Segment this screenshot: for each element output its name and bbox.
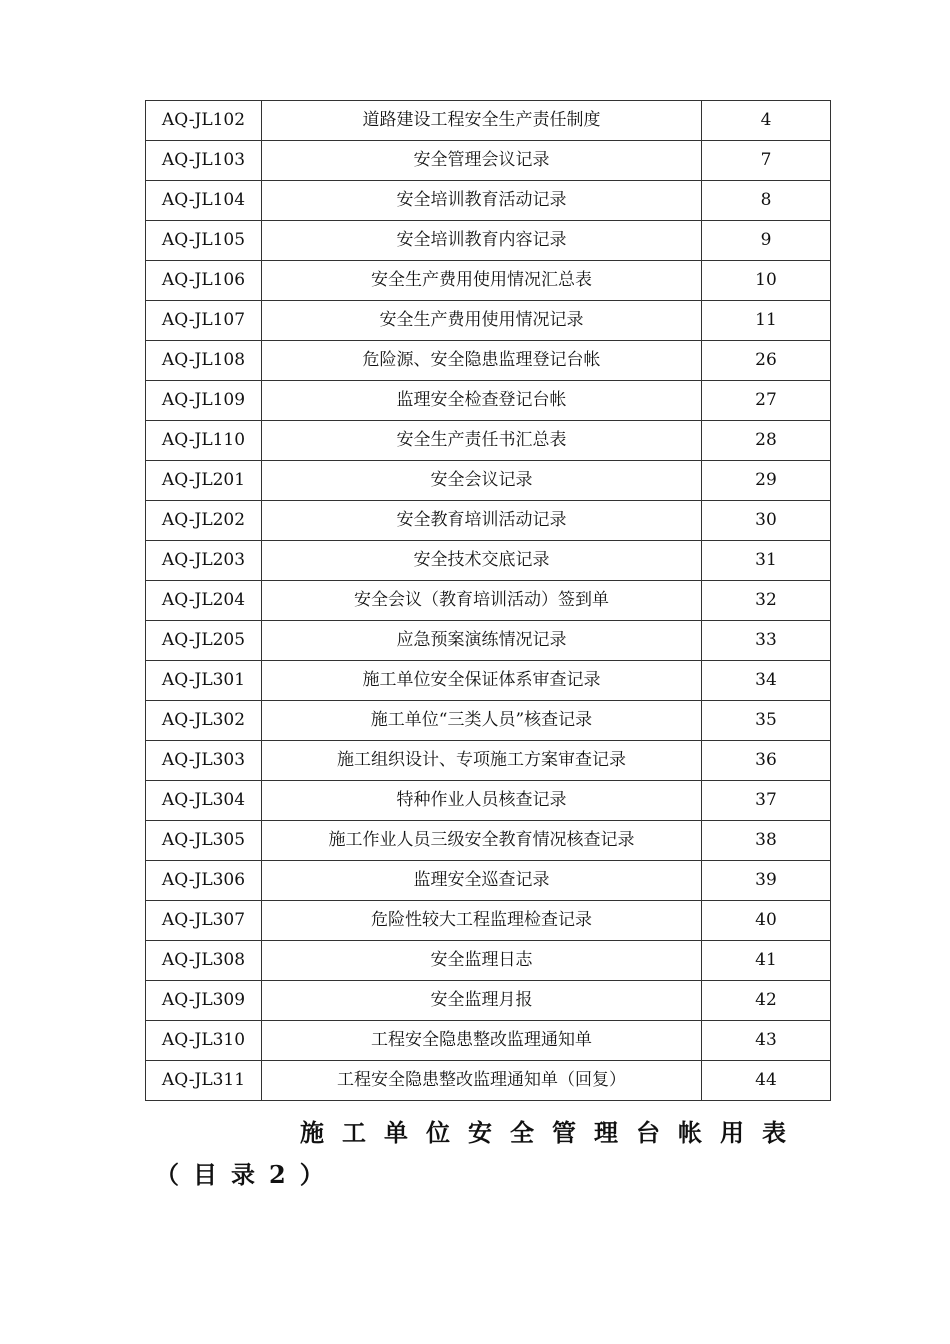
table-row bbox=[146, 941, 831, 981]
record-title-cell: 安全培训教育活动记录 bbox=[262, 181, 702, 221]
page-number-cell: 44 bbox=[702, 1061, 831, 1101]
record-code-cell: AQ-JL201 bbox=[146, 461, 262, 501]
table-row bbox=[146, 861, 831, 901]
table-row bbox=[146, 381, 831, 421]
table-row bbox=[146, 501, 831, 541]
record-code-cell: AQ-JL306 bbox=[146, 861, 262, 901]
page-number-cell: 43 bbox=[702, 1021, 831, 1061]
record-code-cell: AQ-JL104 bbox=[146, 181, 262, 221]
record-title-cell: 工程安全隐患整改监理通知单（回复） bbox=[262, 1061, 702, 1101]
record-code-cell: AQ-JL109 bbox=[146, 381, 262, 421]
record-code-cell: AQ-JL203 bbox=[146, 541, 262, 581]
record-title-cell: 施工单位“三类人员”核查记录 bbox=[262, 701, 702, 741]
table-row bbox=[146, 461, 831, 501]
page-number-cell: 11 bbox=[702, 301, 831, 341]
page-number-cell: 10 bbox=[702, 261, 831, 301]
record-title-cell: 安全教育培训活动记录 bbox=[262, 501, 702, 541]
record-title-cell: 施工作业人员三级安全教育情况核查记录 bbox=[262, 821, 702, 861]
record-code-cell: AQ-JL301 bbox=[146, 661, 262, 701]
page-number-cell: 7 bbox=[702, 141, 831, 181]
record-title-cell: 危险源、安全隐患监理登记台帐 bbox=[262, 341, 702, 381]
page-number-cell: 9 bbox=[702, 221, 831, 261]
record-title-cell: 安全管理会议记录 bbox=[262, 141, 702, 181]
table-row bbox=[146, 1021, 831, 1061]
record-code-cell: AQ-JL204 bbox=[146, 581, 262, 621]
record-title-cell: 安全生产费用使用情况汇总表 bbox=[262, 261, 702, 301]
section-subheading: （目录2） bbox=[155, 1160, 338, 1189]
table-row bbox=[146, 901, 831, 941]
record-code-cell: AQ-JL105 bbox=[146, 221, 262, 261]
record-code-cell: AQ-JL103 bbox=[146, 141, 262, 181]
record-code-cell: AQ-JL302 bbox=[146, 701, 262, 741]
page-number-cell: 35 bbox=[702, 701, 831, 741]
table-row bbox=[146, 701, 831, 741]
page-number-cell: 27 bbox=[702, 381, 831, 421]
record-title-cell: 安全培训教育内容记录 bbox=[262, 221, 702, 261]
record-code-cell: AQ-JL202 bbox=[146, 501, 262, 541]
record-code-cell: AQ-JL110 bbox=[146, 421, 262, 461]
table-row bbox=[146, 101, 831, 141]
section-heading: 施工单位安全管理台帐用表 bbox=[300, 1118, 804, 1147]
toc-table bbox=[145, 100, 831, 1101]
record-code-cell: AQ-JL307 bbox=[146, 901, 262, 941]
record-title-cell: 监理安全巡查记录 bbox=[262, 861, 702, 901]
page-number-cell: 39 bbox=[702, 861, 831, 901]
table-row bbox=[146, 421, 831, 461]
page-number-cell: 26 bbox=[702, 341, 831, 381]
page-number-cell: 38 bbox=[702, 821, 831, 861]
table-row bbox=[146, 301, 831, 341]
record-title-cell: 安全会议记录 bbox=[262, 461, 702, 501]
record-code-cell: AQ-JL304 bbox=[146, 781, 262, 821]
page-number-cell: 36 bbox=[702, 741, 831, 781]
page-number-cell: 42 bbox=[702, 981, 831, 1021]
record-title-cell: 安全会议（教育培训活动）签到单 bbox=[262, 581, 702, 621]
table-row bbox=[146, 221, 831, 261]
record-code-cell: AQ-JL303 bbox=[146, 741, 262, 781]
table-row bbox=[146, 981, 831, 1021]
page-number-cell: 30 bbox=[702, 501, 831, 541]
table-row bbox=[146, 181, 831, 221]
record-code-cell: AQ-JL311 bbox=[146, 1061, 262, 1101]
record-code-cell: AQ-JL309 bbox=[146, 981, 262, 1021]
page-number-cell: 37 bbox=[702, 781, 831, 821]
table-row bbox=[146, 541, 831, 581]
table-row bbox=[146, 341, 831, 381]
page-number-cell: 4 bbox=[702, 101, 831, 141]
record-code-cell: AQ-JL308 bbox=[146, 941, 262, 981]
page-number-cell: 34 bbox=[702, 661, 831, 701]
page-number-cell: 29 bbox=[702, 461, 831, 501]
record-title-cell: 危险性较大工程监理检查记录 bbox=[262, 901, 702, 941]
page-number-cell: 40 bbox=[702, 901, 831, 941]
record-code-cell: AQ-JL102 bbox=[146, 101, 262, 141]
page-number-cell: 8 bbox=[702, 181, 831, 221]
record-title-cell: 特种作业人员核查记录 bbox=[262, 781, 702, 821]
record-title-cell: 监理安全检查登记台帐 bbox=[262, 381, 702, 421]
table-row bbox=[146, 261, 831, 301]
page-number-cell: 28 bbox=[702, 421, 831, 461]
table-row bbox=[146, 581, 831, 621]
table-row bbox=[146, 141, 831, 181]
record-code-cell: AQ-JL305 bbox=[146, 821, 262, 861]
record-title-cell: 安全生产费用使用情况记录 bbox=[262, 301, 702, 341]
table-row bbox=[146, 621, 831, 661]
record-title-cell: 应急预案演练情况记录 bbox=[262, 621, 702, 661]
record-code-cell: AQ-JL205 bbox=[146, 621, 262, 661]
record-title-cell: 安全监理月报 bbox=[262, 981, 702, 1021]
record-title-cell: 施工单位安全保证体系审查记录 bbox=[262, 661, 702, 701]
table-row bbox=[146, 1061, 831, 1101]
table-row bbox=[146, 741, 831, 781]
record-code-cell: AQ-JL107 bbox=[146, 301, 262, 341]
page-number-cell: 33 bbox=[702, 621, 831, 661]
record-title-cell: 工程安全隐患整改监理通知单 bbox=[262, 1021, 702, 1061]
table-row bbox=[146, 781, 831, 821]
record-code-cell: AQ-JL106 bbox=[146, 261, 262, 301]
record-title-cell: 安全生产责任书汇总表 bbox=[262, 421, 702, 461]
record-title-cell: 道路建设工程安全生产责任制度 bbox=[262, 101, 702, 141]
page-number-cell: 41 bbox=[702, 941, 831, 981]
record-code-cell: AQ-JL108 bbox=[146, 341, 262, 381]
record-title-cell: 安全技术交底记录 bbox=[262, 541, 702, 581]
page-number-cell: 31 bbox=[702, 541, 831, 581]
record-code-cell: AQ-JL310 bbox=[146, 1021, 262, 1061]
record-title-cell: 安全监理日志 bbox=[262, 941, 702, 981]
table-row bbox=[146, 821, 831, 861]
table-row bbox=[146, 661, 831, 701]
record-title-cell: 施工组织设计、专项施工方案审查记录 bbox=[262, 741, 702, 781]
toc-table-body bbox=[146, 101, 831, 1101]
page-number-cell: 32 bbox=[702, 581, 831, 621]
